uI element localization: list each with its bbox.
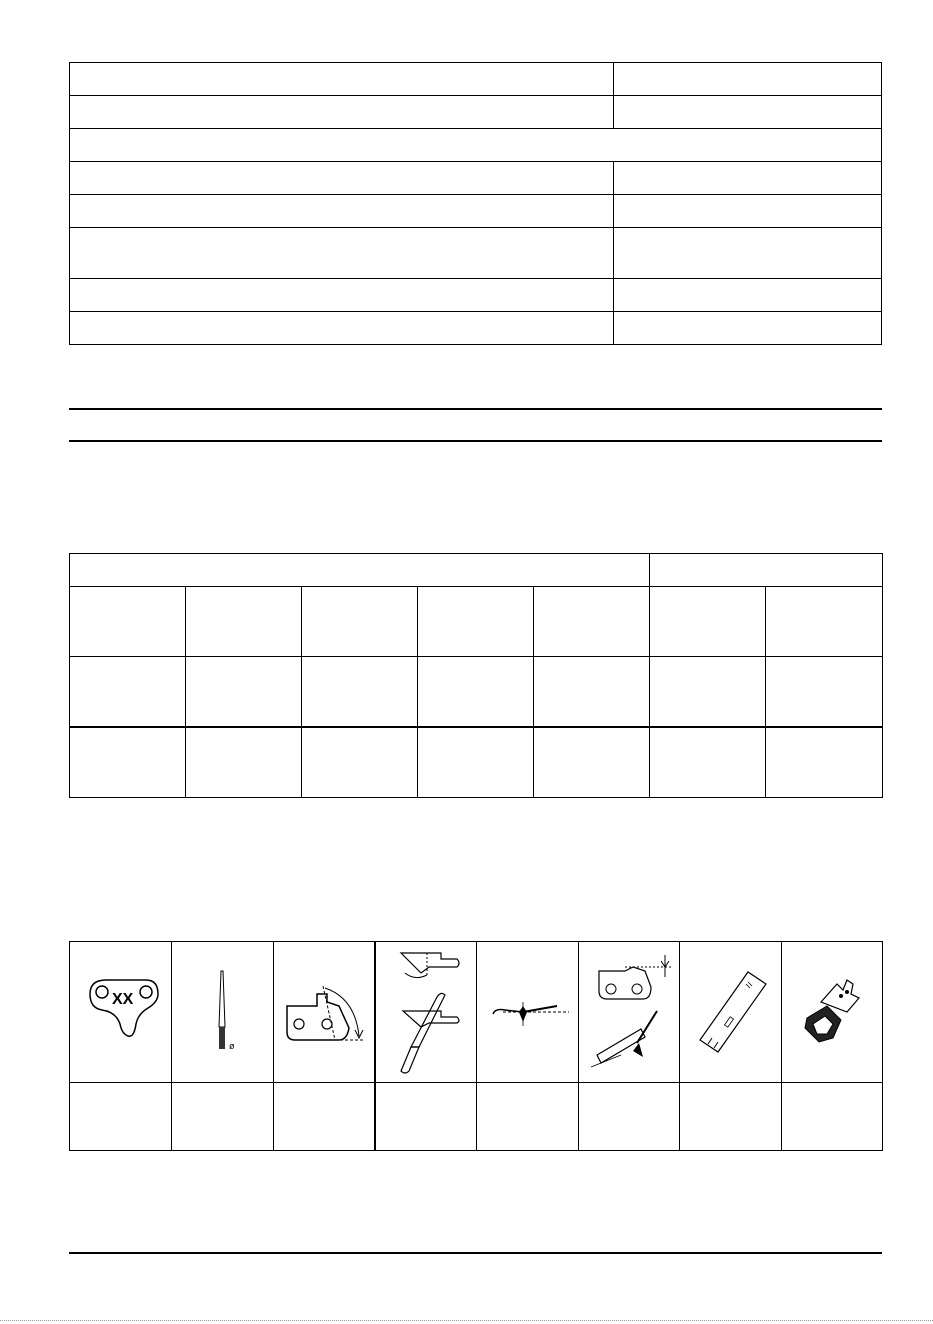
spec-row bbox=[70, 279, 882, 312]
spec-cell-label bbox=[70, 63, 614, 96]
chain-cell bbox=[418, 727, 534, 798]
chain-header-group-2 bbox=[650, 554, 883, 587]
depth-gauge-setting-icon bbox=[581, 947, 677, 1077]
page-edge-guide bbox=[0, 1320, 933, 1321]
spec-cell-label bbox=[70, 279, 614, 312]
tools-icon-row bbox=[70, 942, 883, 1083]
tool-cell bbox=[782, 942, 883, 1083]
tool-cell bbox=[172, 942, 274, 1083]
chain-cell bbox=[302, 657, 418, 728]
tool-cell bbox=[680, 942, 782, 1083]
spec-row bbox=[70, 63, 882, 96]
chain-cell bbox=[418, 587, 534, 657]
tool-cell bbox=[375, 942, 477, 1083]
specification-table bbox=[69, 62, 882, 345]
spec-cell-value bbox=[614, 162, 882, 195]
file-angle-icon bbox=[483, 982, 573, 1042]
chain-cell bbox=[302, 587, 418, 657]
spec-section-row bbox=[70, 129, 882, 162]
filing-gauge-icon bbox=[797, 962, 867, 1062]
sharpening-tools-table bbox=[69, 941, 883, 1151]
chain-header-row bbox=[70, 554, 883, 587]
spec-row bbox=[70, 162, 882, 195]
chain-cell bbox=[534, 657, 650, 728]
round-file-icon bbox=[203, 967, 243, 1057]
spec-cell-label bbox=[70, 195, 614, 228]
tool-label-cell bbox=[70, 1083, 172, 1151]
chain-cell bbox=[650, 587, 766, 657]
tool-label-cell bbox=[172, 1083, 274, 1151]
chain-cell bbox=[534, 727, 650, 798]
chain-cell bbox=[186, 727, 302, 798]
chain-cell bbox=[766, 657, 883, 728]
tool-cell bbox=[274, 942, 375, 1083]
chain-cell bbox=[418, 657, 534, 728]
tool-cell bbox=[70, 942, 172, 1083]
depth-gauge-tool-icon bbox=[686, 962, 776, 1062]
chain-cell bbox=[650, 727, 766, 798]
chain-data-row bbox=[70, 727, 883, 798]
chain-cell bbox=[302, 727, 418, 798]
spec-cell-label bbox=[70, 162, 614, 195]
tool-label-cell bbox=[274, 1083, 375, 1151]
chain-header-group-1 bbox=[70, 554, 650, 587]
spec-row bbox=[70, 195, 882, 228]
chain-cell bbox=[534, 587, 650, 657]
cutter-angle-icon bbox=[279, 972, 369, 1052]
chain-data-row bbox=[70, 657, 883, 728]
chain-cell bbox=[186, 587, 302, 657]
file-holder-icon bbox=[381, 947, 471, 1077]
chain-cell bbox=[186, 657, 302, 728]
chain-combination-table bbox=[69, 553, 883, 798]
chain-subheader-row bbox=[70, 587, 883, 657]
spec-cell-label bbox=[70, 312, 614, 345]
chain-cell bbox=[70, 587, 186, 657]
chain-gauge-tag-icon bbox=[76, 972, 166, 1052]
spec-cell-label bbox=[70, 96, 614, 129]
chain-cell bbox=[70, 727, 186, 798]
chain-cell bbox=[650, 657, 766, 728]
spec-row bbox=[70, 96, 882, 129]
spec-cell-value bbox=[614, 63, 882, 96]
tool-label-cell bbox=[782, 1083, 883, 1151]
spec-cell-value bbox=[614, 228, 882, 279]
chain-cell bbox=[70, 657, 186, 728]
tool-label-cell bbox=[375, 1083, 477, 1151]
tool-label-cell bbox=[477, 1083, 579, 1151]
file-diameter-label: ø bbox=[228, 1041, 234, 1051]
footer-rule bbox=[69, 1252, 882, 1254]
tool-cell bbox=[477, 942, 579, 1083]
tool-label-cell bbox=[680, 1083, 782, 1151]
spec-section-cell bbox=[70, 129, 882, 162]
chain-cell bbox=[766, 727, 883, 798]
section-rule-bottom bbox=[69, 440, 882, 442]
tool-label-cell bbox=[579, 1083, 680, 1151]
spec-cell-value bbox=[614, 96, 882, 129]
spec-row bbox=[70, 228, 882, 279]
spec-cell-label bbox=[70, 228, 614, 279]
spec-row bbox=[70, 312, 882, 345]
spec-cell-value bbox=[614, 279, 882, 312]
chain-cell bbox=[766, 587, 883, 657]
tools-label-row bbox=[70, 1083, 883, 1151]
spec-cell-value bbox=[614, 195, 882, 228]
section-rule-top bbox=[69, 408, 882, 410]
tool-cell bbox=[579, 942, 680, 1083]
spec-cell-value bbox=[614, 312, 882, 345]
gauge-tag-label: XX bbox=[111, 991, 133, 1008]
